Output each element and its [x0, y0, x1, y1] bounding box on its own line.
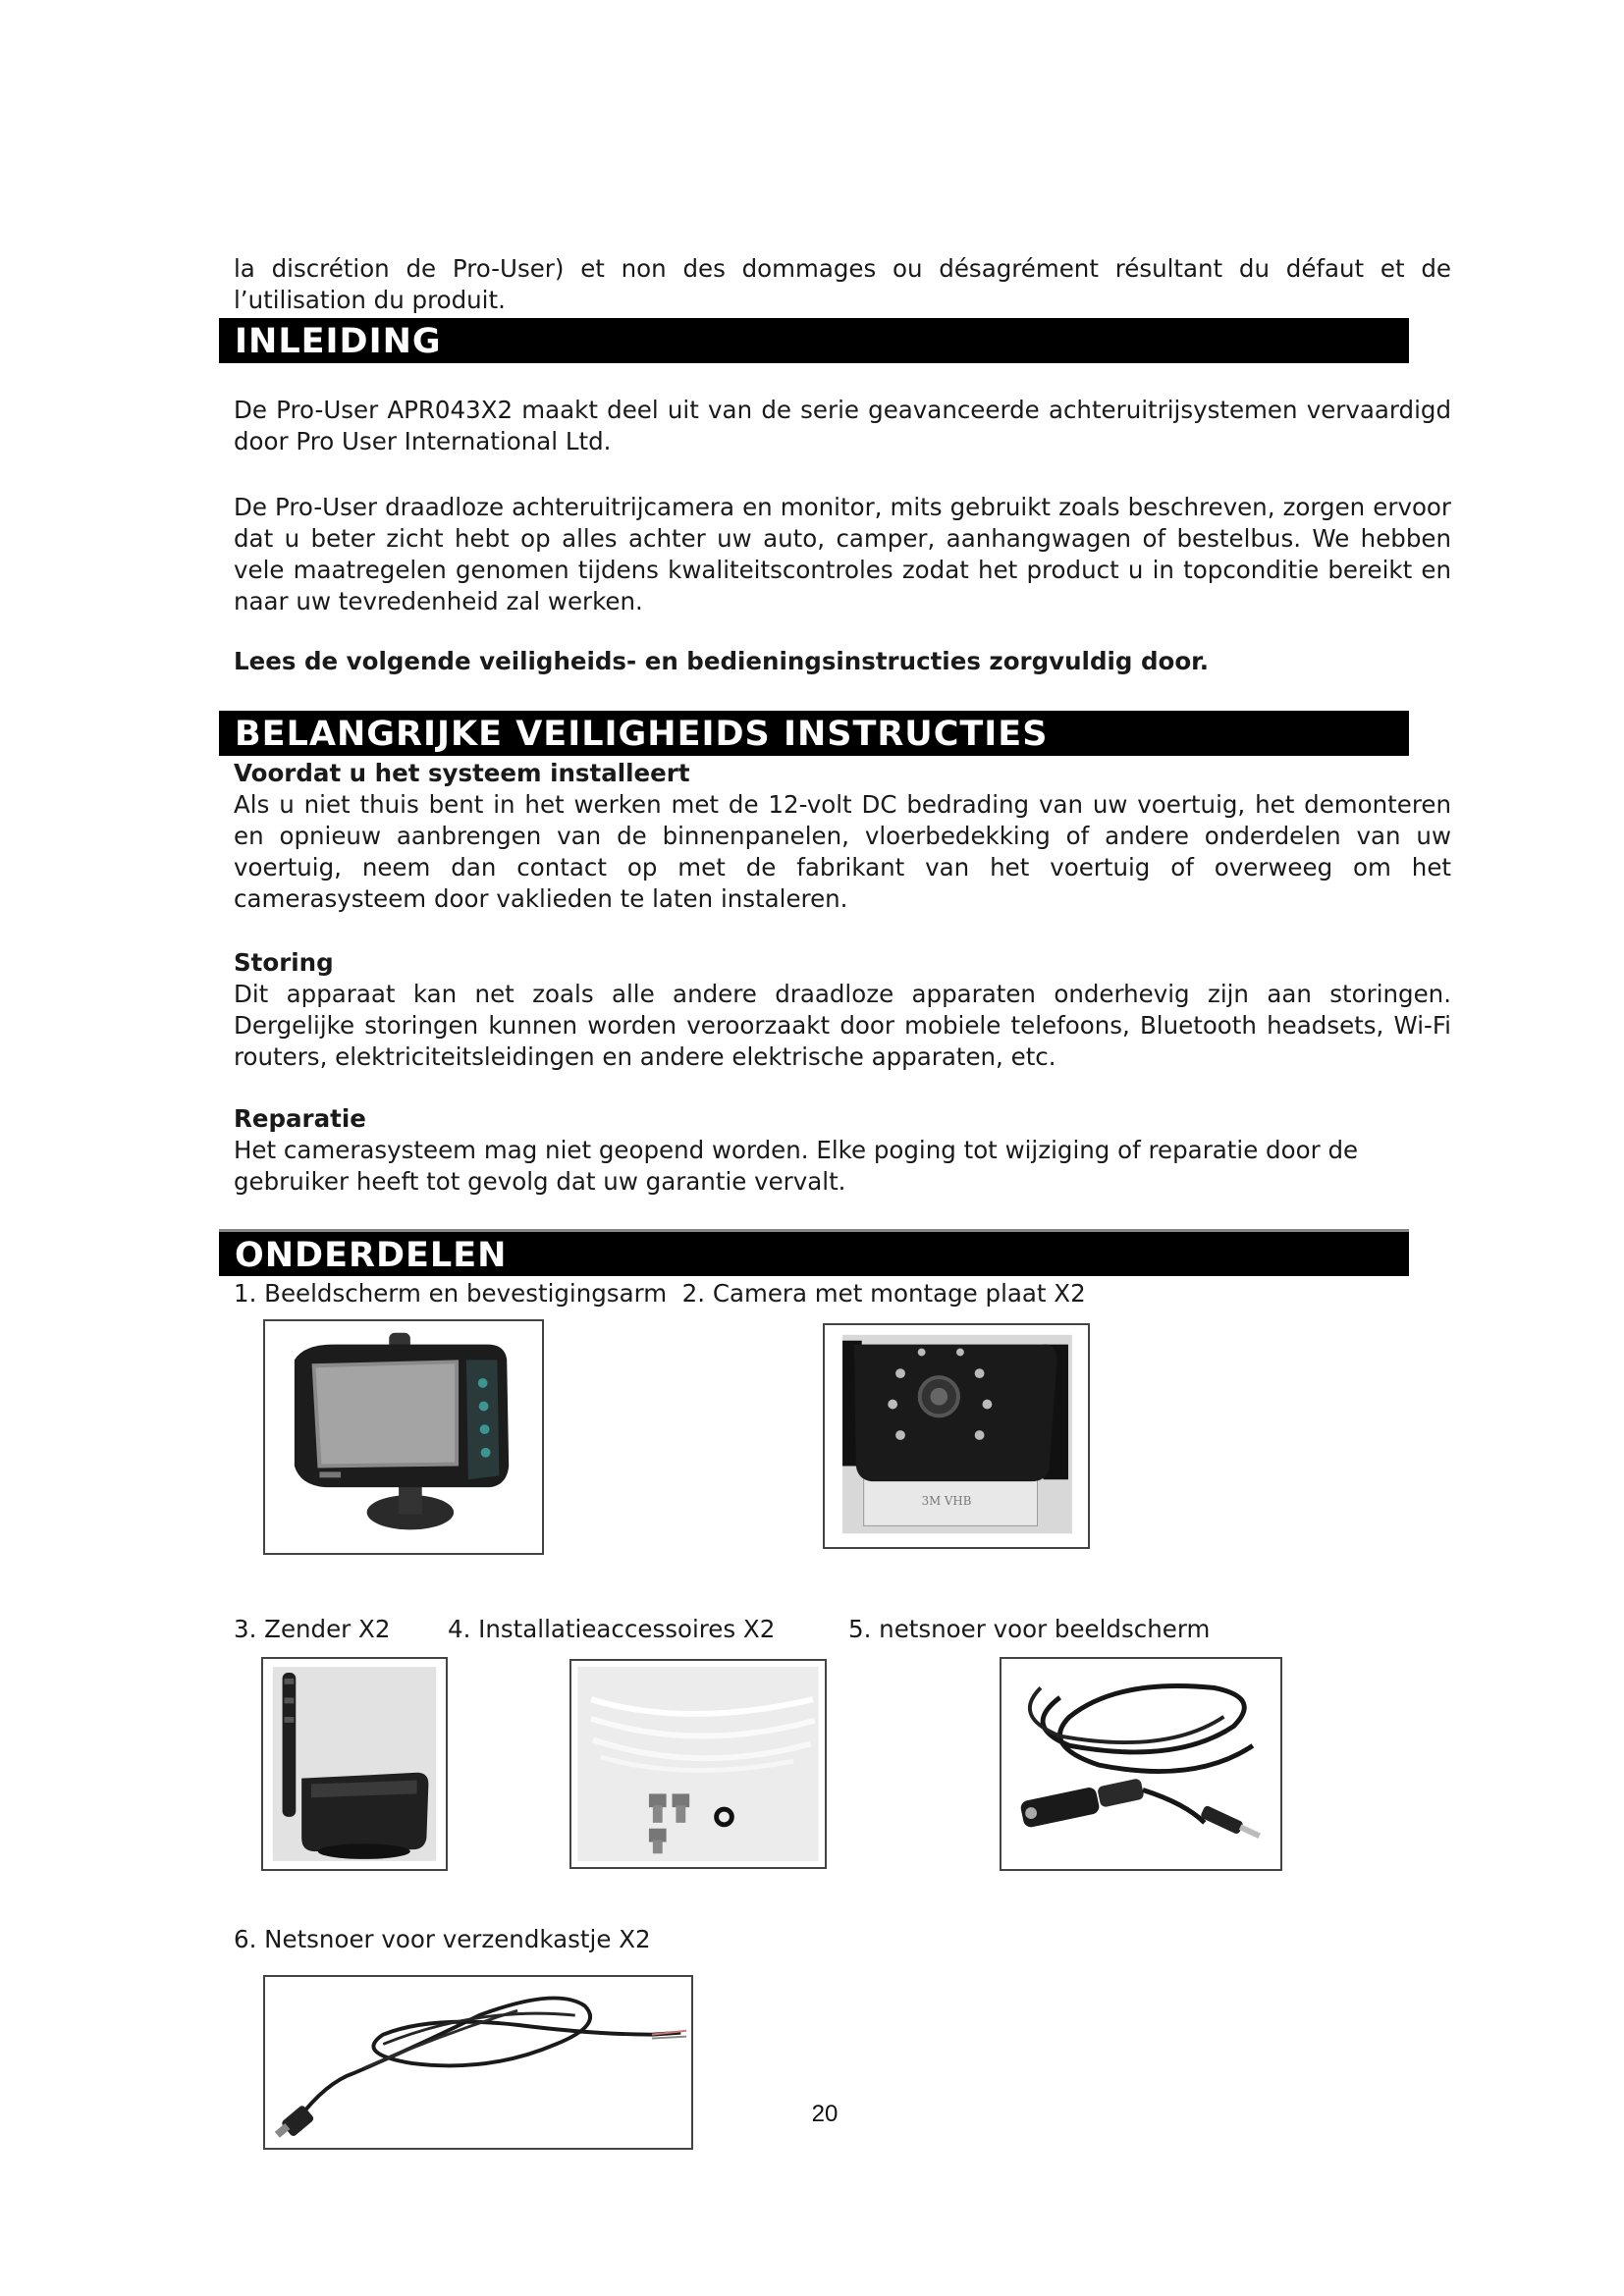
transmitter-cable-illustration	[265, 1977, 691, 2148]
heading-safety: BELANGRIJKE VEILIGHEIDS INSTRUCTIES	[219, 711, 1409, 756]
safety-body-reparatie: Het camerasysteem mag niet geopend worden. Elke poging tot wijziging of reparatie door de gebruiker heeft tot gevolg dat uw garantie vervalt.	[234, 1136, 1359, 1196]
transmitter-illustration	[263, 1659, 446, 1869]
inleiding-para-1: De Pro-User APR043X2 maakt deel uit van de serie geavanceerde achteruitrijsystemen vervaardigd door Pro User International Ltd.	[234, 396, 1451, 455]
accessories-illustration	[571, 1661, 825, 1867]
continuation-text: la discrétion de Pro-User) et non des dommages ou désagrément résultant du défaut et de l’utilisation du produit.	[234, 254, 1451, 314]
camera-sticker-bottom: 3M VHB	[921, 1493, 972, 1508]
parts-item5-label: 5. netsnoer voor beeldscherm	[848, 1615, 1211, 1643]
parts-item6-label: 6. Netsnoer voor verzendkastje X2	[234, 1925, 651, 1953]
safety-title-reparatie: Reparatie	[234, 1104, 366, 1133]
parts-item3-label: 3. Zender X2	[234, 1615, 391, 1643]
parts-item4-label: 4. Installatieaccessoires X2	[448, 1615, 776, 1643]
transmitter-photo	[261, 1657, 448, 1871]
safety-title-install: Voordat u het systeem installeert	[234, 759, 690, 787]
accessories-photo	[569, 1659, 827, 1869]
inleiding-emphasis: Lees de volgende veiligheids- en bedieningsinstructies zorgvuldig door.	[234, 647, 1210, 675]
camera-photo	[823, 1323, 1090, 1549]
parts-row1-label: 1. Beeldscherm en bevestigingsarm 2. Camera met montage plaat X2	[234, 1279, 1086, 1308]
monitor-illustration	[265, 1321, 542, 1553]
safety-title-storing: Storing	[234, 948, 334, 977]
safety-body-storing: Dit apparaat kan net zoals alle andere draadloze apparaten onderhevig zijn aan storingen. Dergelijke storingen kunnen worden veroorzaakt door mobiele telefoons, Bluetooth headsets, Wi-Fi routers, elektriciteitsleidingen en andere elektrische apparaten, etc.	[234, 980, 1451, 1071]
monitor-cable-photo	[1000, 1657, 1282, 1871]
monitor-cable-illustration	[1001, 1659, 1280, 1869]
page-number: 20	[811, 2101, 839, 2127]
inleiding-para-2: De Pro-User draadloze achteruitrijcamera en monitor, mits gebruikt zoals beschreven, zorgen ervoor dat u beter zicht hebt op alles achter uw auto, camper, aanhangwagen of bestelbus. We hebben vele maatregelen genomen tijdens kwaliteitscontroles zodat het product u in topconditie bereikt en naar uw tevredenheid zal werken.	[234, 493, 1451, 615]
heading-inleiding: INLEIDING	[219, 318, 1409, 363]
heading-onderdelen: ONDERDELEN	[219, 1229, 1409, 1276]
camera-illustration	[825, 1325, 1088, 1547]
monitor-photo	[263, 1319, 544, 1555]
transmitter-cable-photo	[263, 1975, 693, 2150]
safety-body-install: Als u niet thuis bent in het werken met de 12-volt DC bedrading van uw voertuig, het demonteren en opnieuw aanbrengen van de binnenpanelen, vloerbedekking of andere onderdelen van uw voertuig, neem dan contact op met de fabrikant van het voertuig of overweeg om het camerasysteem door vaklieden te laten instaleren.	[234, 790, 1451, 913]
